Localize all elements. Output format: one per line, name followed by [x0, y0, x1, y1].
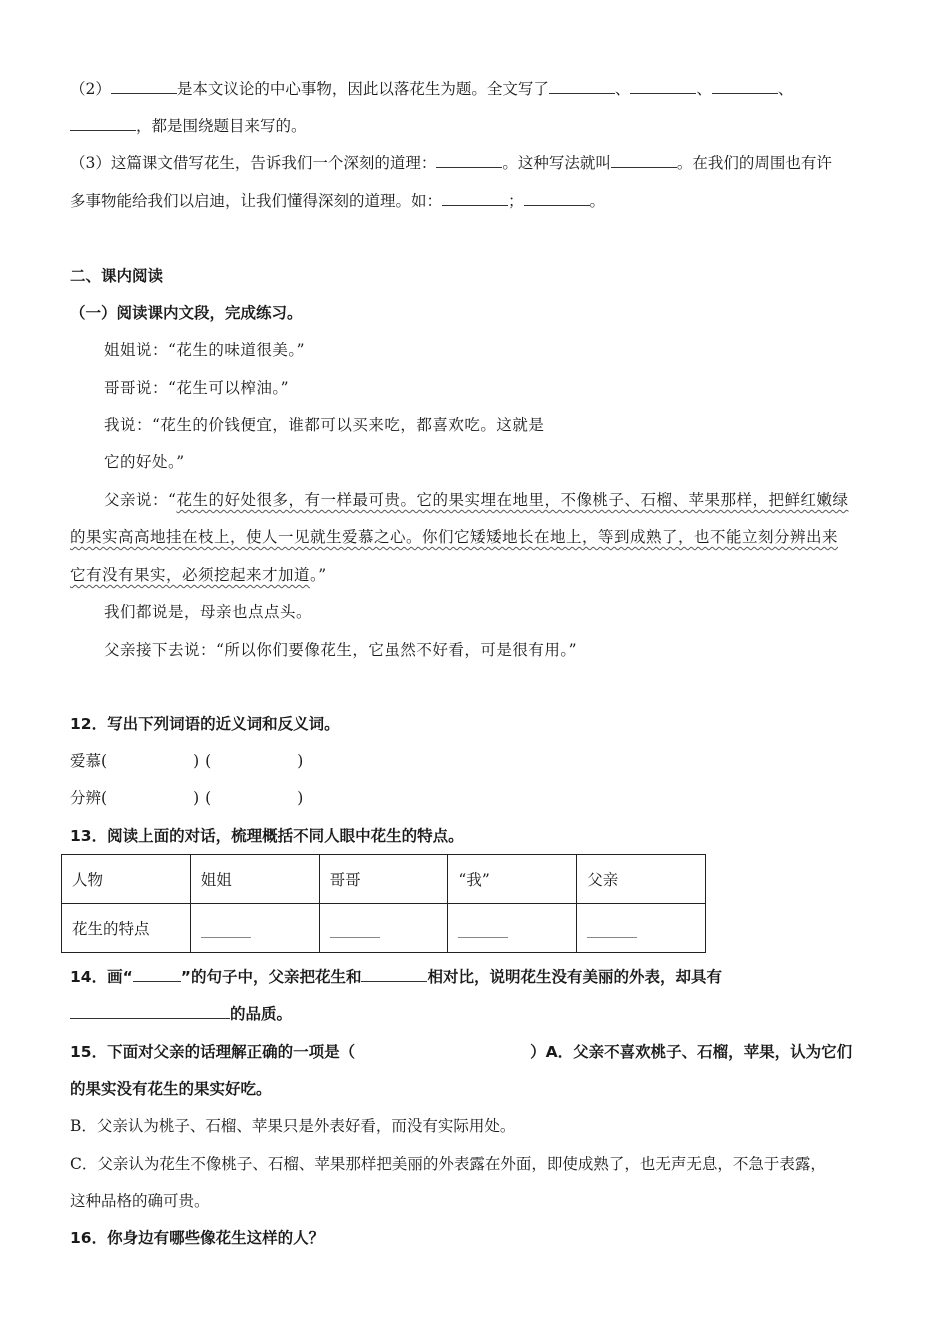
passage-line-father: 父亲说：“花生的好处很多，有一样最可贵。它的果实埋在地里，不像桃子、石榴、苹果那样，把鲜红嫩绿 — [104, 491, 849, 509]
passage-line: 姐姐说：“花生的味道很美。” — [104, 341, 306, 359]
answer-blank[interactable] — [201, 925, 251, 938]
question-12-word-1: 爱慕( ) ( ) — [70, 752, 304, 770]
table-row — [62, 855, 706, 904]
table-header-cell: 父亲 — [577, 855, 706, 904]
answer-blank[interactable] — [524, 191, 590, 206]
answer-blank[interactable] — [70, 1004, 230, 1019]
passage-line: 我们都说是，母亲也点点头。 — [104, 603, 313, 621]
answer-blank[interactable] — [111, 79, 177, 94]
question-15-option-b[interactable]: B．父亲认为桃子、石榴、苹果只是外表好看，而没有实际用处。 — [70, 1117, 516, 1135]
table-header-cell: 哥哥 — [319, 855, 448, 904]
question-2-line-2: ，都是围绕题目来写的。 — [70, 115, 307, 137]
wavy-underlined-sentence: 它有没有果实，必须挖起来才加道 — [70, 566, 311, 584]
passage-line-wavy — [70, 526, 838, 548]
question-12-word-2: 分辨( ) ( ) — [70, 789, 304, 807]
answer-blank[interactable] — [712, 79, 778, 94]
question-3-line-1: （3）这篇课文借写花生，告诉我们一个深刻的道理： 。这种写法就叫 。在我们的周围也有许 — [70, 154, 832, 172]
characteristics-table — [61, 854, 706, 953]
answer-blank[interactable] — [133, 967, 181, 982]
question-16-title: 16．你身边有哪些像花生这样的人？ — [70, 1229, 325, 1247]
wavy-underlined-sentence: 的果实高高地挂在枝上，使人一见就生爱慕之心。你们它矮矮地长在地上，等到成熟了，也不能立刻分辨出来 — [70, 528, 839, 546]
question-14-line-1: 14．画“ ”的句子中，父亲把花生和 相对比，说明花生没有美丽的外表，却具有 — [70, 968, 722, 986]
section-title: 二、课内阅读 — [70, 267, 164, 285]
table-row — [62, 904, 706, 953]
table-header-cell: 人物 — [62, 855, 191, 904]
passage-line: 父亲接下去说：“所以你们要像花生，它虽然不好看，可是很有用。” — [104, 641, 578, 659]
question-14-line-2: 的品质。 — [70, 1003, 292, 1025]
section-subtitle: （一）阅读课内文段，完成练习。 — [70, 304, 303, 322]
table-header-cell: “我” — [448, 855, 577, 904]
table-answer-cell[interactable] — [448, 904, 577, 953]
question-15-line-1: 15．下面对父亲的话理解正确的一项是（ ）A．父亲不喜欢桃子、石榴，苹果，认为它们 — [70, 1043, 853, 1061]
table-row-label: 花生的特点 — [62, 904, 191, 953]
passage-line: 它的好处。” — [104, 453, 185, 471]
answer-blank[interactable] — [442, 191, 508, 206]
table-answer-cell[interactable] — [190, 904, 319, 953]
passage-line: 我说：“花生的价钱便宜，谁都可以买来吃，都喜欢吃。这就是 — [104, 416, 545, 434]
passage-line: 哥哥说：“花生可以榨油。” — [104, 379, 290, 397]
question-3-line-2: 多事物能给我们以启迪，让我们懂得深刻的道理。如： ； 。 — [70, 192, 606, 210]
table-answer-cell[interactable] — [319, 904, 448, 953]
question-13-title: 13．阅读上面的对话，梳理概括不同人眼中花生的特点。 — [70, 827, 464, 845]
question-2-line-1: （2） 是本文议论的中心事物，因此以落花生为题。全文写了 、 、 、 — [70, 80, 794, 98]
answer-blank[interactable] — [611, 153, 677, 168]
table-header-cell: 姐姐 — [190, 855, 319, 904]
answer-blank[interactable] — [587, 925, 637, 938]
question-15-line-2: 的果实没有花生的果实好吃。 — [70, 1080, 272, 1098]
answer-blank[interactable] — [361, 967, 427, 982]
table-answer-cell[interactable] — [577, 904, 706, 953]
passage-line-wavy: 它有没有果实，必须挖起来才加道。” — [70, 566, 327, 584]
answer-blank[interactable] — [436, 153, 502, 168]
question-15-option-c[interactable]: C．父亲认为花生不像桃子、石榴、苹果那样把美丽的外表露在外面，即使成熟了，也无声无息，不急于表露， — [70, 1155, 826, 1173]
wavy-underlined-sentence: 花生的好处很多，有一样最可贵。它的果实埋在地里，不像桃子、石榴、苹果那样，把鲜红嫩绿 — [176, 491, 849, 509]
answer-blank[interactable] — [70, 116, 136, 131]
answer-blank[interactable] — [630, 79, 696, 94]
answer-blank[interactable] — [458, 925, 508, 938]
answer-blank[interactable] — [549, 79, 615, 94]
answer-blank[interactable] — [330, 925, 380, 938]
question-12-title: 12．写出下列词语的近义词和反义词。 — [70, 715, 340, 733]
question-15-option-c-cont: 这种品格的确可贵。 — [70, 1192, 210, 1210]
